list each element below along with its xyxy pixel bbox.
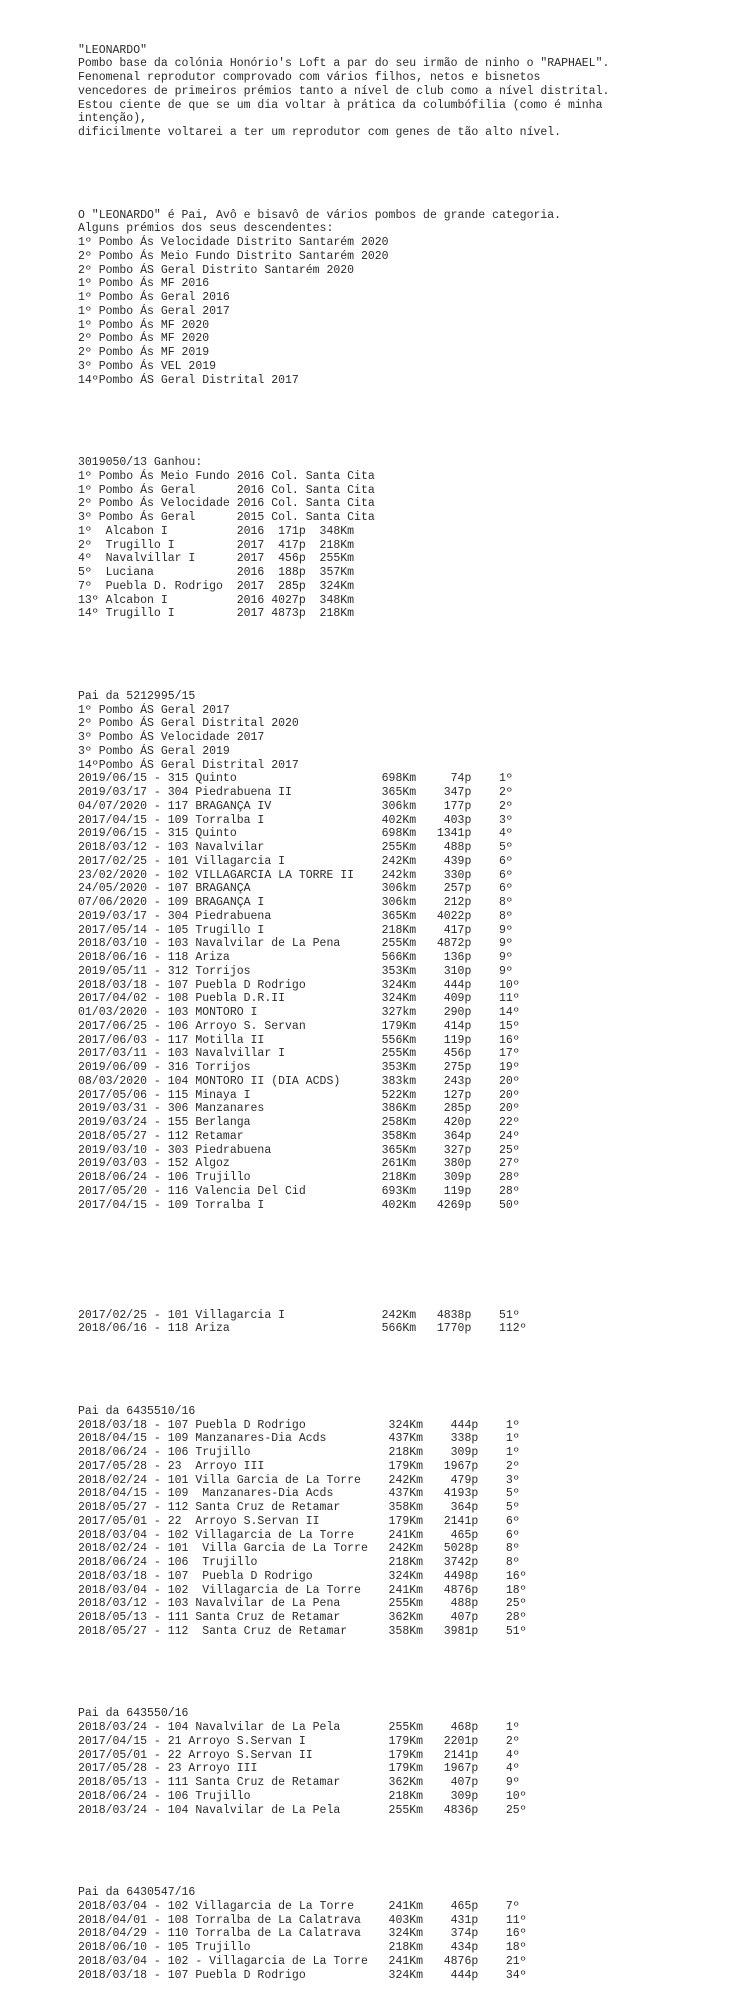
text-line: 2018/03/18 - 107 Puebla D Rodrigo 324Km 4498p 16º — [78, 1569, 527, 1583]
text-line: 2019/03/31 - 306 Manzanares 386Km 285p 20º — [78, 1102, 520, 1116]
section-5212995-tail — [78, 1309, 743, 1337]
text-line: 2018/05/13 - 111 Santa Cruz de Retamar 362Km 407p 28º — [78, 1611, 527, 1624]
text-line: Pombo base da colónia Honório's Loft a par do seu irmão de ninho o "RAPHAEL". — [78, 57, 610, 71]
text-line: 2018/06/16 - 118 Ariza 566Km 1770p 112º — [78, 1322, 527, 1336]
text-line: 2018/03/04 - 102 Villagarcia de La Torre 241Km 4876p 18º — [78, 1583, 527, 1597]
text-line: 2017/06/25 - 106 Arroyo S. Servan 179Km 414p 15º — [78, 1019, 520, 1033]
text-line: 2018/06/16 - 118 Ariza 566Km 136p 9º — [78, 951, 513, 964]
text-line: 2017/04/15 - 109 Torralba I 402Km 403p 3º — [78, 813, 513, 827]
spacer — [78, 167, 743, 181]
text-line: 23/02/2020 - 102 VILLAGARCIA LA TORRE II 242km 330p 6º — [78, 868, 513, 882]
text-line: 2018/03/18 - 107 Puebla D Rodrigo 324Km 444p 34º — [78, 1968, 527, 1982]
text-line: 1º Pombo Ás Geral 2017 — [78, 304, 230, 318]
text-line: 07/06/2020 - 109 BRAGANÇA I 306km 212p 8º — [78, 896, 513, 909]
text-line: 2018/06/24 - 106 Trujillo 218Km 309p 10º — [78, 1789, 527, 1803]
section-6430547 — [78, 1886, 743, 1982]
text-line: 2019/06/15 - 315 Quinto 698Km 1341p 4º — [78, 827, 513, 841]
spacer — [78, 649, 743, 663]
text-line: 2018/03/24 - 104 Navalvilar de La Pela 255Km 468p 1º — [78, 1721, 520, 1734]
section-5212995 — [78, 690, 743, 1213]
document-text — [78, 16, 743, 1996]
text-line: 3º Pombo Ás Geral 2015 Col. Santa Cita — [78, 511, 375, 524]
text-line: 2019/05/11 - 312 Torrijos 353Km 310p 9º — [78, 964, 513, 978]
text-line: 2º Pombo Ás Meio Fundo Distrito Santarém 2020 — [78, 249, 389, 263]
text-line: 2017/05/06 - 115 Minaya I 522Km 127p 20º — [78, 1088, 520, 1102]
text-line: 2018/03/24 - 104 Navalvilar de La Pela 255Km 4836p 25º — [78, 1803, 527, 1817]
text-line: 2017/05/20 - 116 Valencia Del Cid 693Km 119p 28º — [78, 1184, 520, 1198]
text-line: 2017/05/28 - 23 Arroyo III 179Km 1967p 4º — [78, 1762, 520, 1776]
spacer — [78, 1666, 743, 1680]
text-line: Estou ciente de que se um dia voltar à prática da columbófilia (como é minha — [78, 98, 603, 112]
text-line: Pai da 6430547/16 — [78, 1886, 196, 1899]
text-line: 2018/05/27 - 112 Retamar 358Km 364p 24º — [78, 1129, 520, 1143]
text-line: 2018/03/10 - 103 Navalvilar de La Pena 255Km 4872p 9º — [78, 937, 513, 951]
text-line: 2º Pombo Ás Velocidade 2016 Col. Santa Cita — [78, 497, 375, 511]
text-line: 5º Luciana 2016 188p 357Km — [78, 566, 355, 579]
text-line: 2018/05/27 - 112 Santa Cruz de Retamar 358Km 3981p 51º — [78, 1624, 527, 1638]
text-line: 2018/04/15 - 109 Manzanares-Dia Acds 437Km 4193p 5º — [78, 1487, 520, 1501]
text-line: 2019/03/03 - 152 Algoz 261Km 380p 27º — [78, 1157, 520, 1171]
text-line: 7º Puebla D. Rodrigo 2017 285p 324Km — [78, 579, 355, 593]
spacer — [78, 1240, 743, 1281]
spacer — [78, 1845, 743, 1859]
text-line: 3º Pombo ÁS Velocidade 2017 — [78, 731, 265, 744]
section-643550 — [78, 1707, 743, 1817]
text-line: 2019/06/09 - 316 Torrijos 353Km 275p 19º — [78, 1061, 520, 1074]
text-line: 2018/06/24 - 106 Trujillo 218Km 309p 1º — [78, 1446, 520, 1459]
text-line: 2017/03/11 - 103 Navalvillar I 255Km 456p 17º — [78, 1047, 520, 1061]
text-line: 2018/02/24 - 101 Villa Garcia de La Torre 242Km 479p 3º — [78, 1473, 520, 1487]
text-line: 2018/06/24 - 106 Trujillo 218Km 3742p 8º — [78, 1556, 520, 1569]
text-line: 3º Pombo Ás VEL 2019 — [78, 359, 217, 373]
text-line: 24/05/2020 - 107 BRAGANÇA 306km 257p 6º — [78, 882, 513, 896]
text-line: 2017/04/02 - 108 Puebla D.R.II 324Km 409p 11º — [78, 992, 520, 1006]
text-line: 1º Pombo Ás MF 2020 — [78, 318, 210, 332]
text-line: 04/07/2020 - 117 BRAGANÇA IV 306km 177p 2º — [78, 799, 513, 813]
text-line: 2017/04/15 - 21 Arroyo S.Servan I 179Km 2201p 2º — [78, 1734, 520, 1748]
intro-section — [78, 44, 743, 140]
text-line: 13º Alcabon I 2016 4027p 348Km — [78, 593, 355, 607]
text-line: "LEONARDO" — [78, 43, 148, 57]
text-line: Pai da 643550/16 — [78, 1707, 189, 1721]
text-line: 3019050/13 Ganhou: — [78, 456, 203, 469]
text-line: 2018/03/12 - 103 Navalvilar 255Km 488p 5º — [78, 841, 513, 854]
text-line: O "LEONARDO" é Pai, Avô e bisavô de vários pombos de grande categoria. — [78, 208, 562, 222]
text-line: 1º Alcabon I 2016 171p 348Km — [78, 524, 355, 538]
text-line: 2018/03/04 - 102 - Villagarcia de La Torre 241Km 4876p 21º — [78, 1954, 527, 1968]
text-line: vencedores de primeiros prémios tanto a nível de club como a nível distrital. — [78, 84, 610, 98]
text-line: 2018/06/10 - 105 Trujillo 218Km 434p 18º — [78, 1941, 527, 1954]
text-line: 1º Pombo Ás MF 2016 — [78, 277, 210, 291]
text-line: 2018/03/18 - 107 Puebla D Rodrigo 324Km 444p 10º — [78, 978, 520, 992]
text-line: 1º Pombo ÁS Geral 2017 — [78, 703, 230, 717]
spacer — [78, 415, 743, 429]
text-line: 2018/05/13 - 111 Santa Cruz de Retamar 362Km 407p 9º — [78, 1776, 520, 1789]
text-line: 2017/06/03 - 117 Motilla II 556Km 119p 16º — [78, 1033, 520, 1047]
text-line: 14º Trugillo I 2017 4873p 218Km — [78, 607, 355, 621]
text-line: 14ºPombo ÁS Geral Distrital 2017 — [78, 373, 299, 387]
text-line: 2º Pombo ÁS Geral Distrito Santarém 2020 — [78, 263, 355, 277]
text-line: Pai da 5212995/15 — [78, 689, 196, 703]
text-line: 2º Pombo Ás MF 2019 — [78, 346, 210, 359]
text-line: 2018/05/27 - 112 Santa Cruz de Retamar 358Km 364p 5º — [78, 1501, 520, 1514]
text-line: 2018/04/01 - 108 Torralba de La Calatrava 403Km 431p 11º — [78, 1913, 527, 1927]
text-line: 2017/02/25 - 101 Villagarcia I 242Km 439p 6º — [78, 854, 513, 868]
text-line: Alguns prémios dos seus descendentes: — [78, 222, 334, 236]
text-line: 2018/04/29 - 110 Torralba de La Calatrava 324Km 374p 16º — [78, 1927, 527, 1941]
text-line: 2018/03/18 - 107 Puebla D Rodrigo 324Km 444p 1º — [78, 1418, 520, 1432]
text-line: Pai da 6435510/16 — [78, 1404, 196, 1418]
text-line: 4º Navalvillar I 2017 456p 255Km — [78, 552, 355, 566]
text-line: intenção), — [78, 112, 148, 126]
text-line: 1º Pombo Ás Geral 2016 Col. Santa Cita — [78, 483, 375, 497]
text-line: 08/03/2020 - 104 MONTORO II (DIA ACDS) 383km 243p 20º — [78, 1074, 520, 1088]
text-line: 2018/03/04 - 102 Villagarcia de La Torre 241Km 465p 7º — [78, 1899, 520, 1913]
section-6435510 — [78, 1405, 743, 1639]
text-line: 2017/02/25 - 101 Villagarcia I 242Km 4838p 51º — [78, 1308, 520, 1322]
text-line: 2018/03/12 - 103 Navalvilar de La Pena 255Km 488p 25º — [78, 1597, 527, 1611]
text-line: 2018/02/24 - 101 Villa Garcia de La Torre 242Km 5028p 8º — [78, 1542, 520, 1556]
text-line: Fenomenal reprodutor comprovado com vários filhos, netos e bisnetos — [78, 71, 541, 84]
text-line: 2º Pombo Ás MF 2020 — [78, 332, 210, 346]
text-line: 3º Pombo ÁS Geral 2019 — [78, 744, 230, 758]
text-line: 2018/03/04 - 102 Villagarcia de La Torre 241Km 465p 6º — [78, 1528, 520, 1542]
text-line: 2019/03/10 - 303 Piedrabuena 365Km 327p 25º — [78, 1143, 520, 1157]
text-line: 1º Pombo Ás Geral 2016 — [78, 291, 230, 304]
text-line: 01/03/2020 - 103 MONTORO I 327km 290p 14º — [78, 1006, 520, 1019]
text-line: 14ºPombo ÁS Geral Distrital 2017 — [78, 758, 299, 772]
text-line: 2017/05/01 - 22 Arroyo S.Servan II 179Km 2141p 6º — [78, 1514, 520, 1528]
text-line: 2019/03/17 - 304 Piedrabuena II 365Km 347p 2º — [78, 786, 513, 799]
text-line: 2019/06/15 - 315 Quinto 698Km 74p 1º — [78, 772, 513, 786]
text-line: 2019/03/24 - 155 Berlanga 258Km 420p 22º — [78, 1116, 520, 1129]
text-line: 1º Pombo Ás Meio Fundo 2016 Col. Santa Cita — [78, 469, 375, 483]
text-line: 1º Pombo Ás Velocidade Distrito Santarém 2020 — [78, 236, 389, 249]
section-3019050 — [78, 456, 743, 621]
text-line: 2017/04/15 - 109 Torralba I 402Km 4269p 50º — [78, 1198, 520, 1212]
text-line: 2018/04/15 - 109 Manzanares-Dia Acds 437Km 338p 1º — [78, 1432, 520, 1446]
text-line: 2017/05/01 - 22 Arroyo S.Servan II 179Km 2141p 4º — [78, 1748, 520, 1762]
text-line: 2º Trugillo I 2017 417p 218Km — [78, 538, 355, 552]
descendants-section — [78, 209, 743, 388]
spacer — [78, 1364, 743, 1378]
text-line: dificilmente voltarei a ter um reprodutor com genes de tão alto nível. — [78, 126, 562, 139]
text-line: 2017/05/28 - 23 Arroyo III 179Km 1967p 2º — [78, 1459, 520, 1473]
text-line: 2º Pombo ÁS Geral Distrital 2020 — [78, 717, 299, 731]
text-line: 2017/05/14 - 105 Trugillo I 218Km 417p 9º — [78, 923, 513, 937]
text-line: 2018/06/24 - 106 Trujillo 218Km 309p 28º — [78, 1171, 520, 1184]
text-line: 2019/03/17 - 304 Piedrabuena 365Km 4022p 8º — [78, 909, 513, 923]
